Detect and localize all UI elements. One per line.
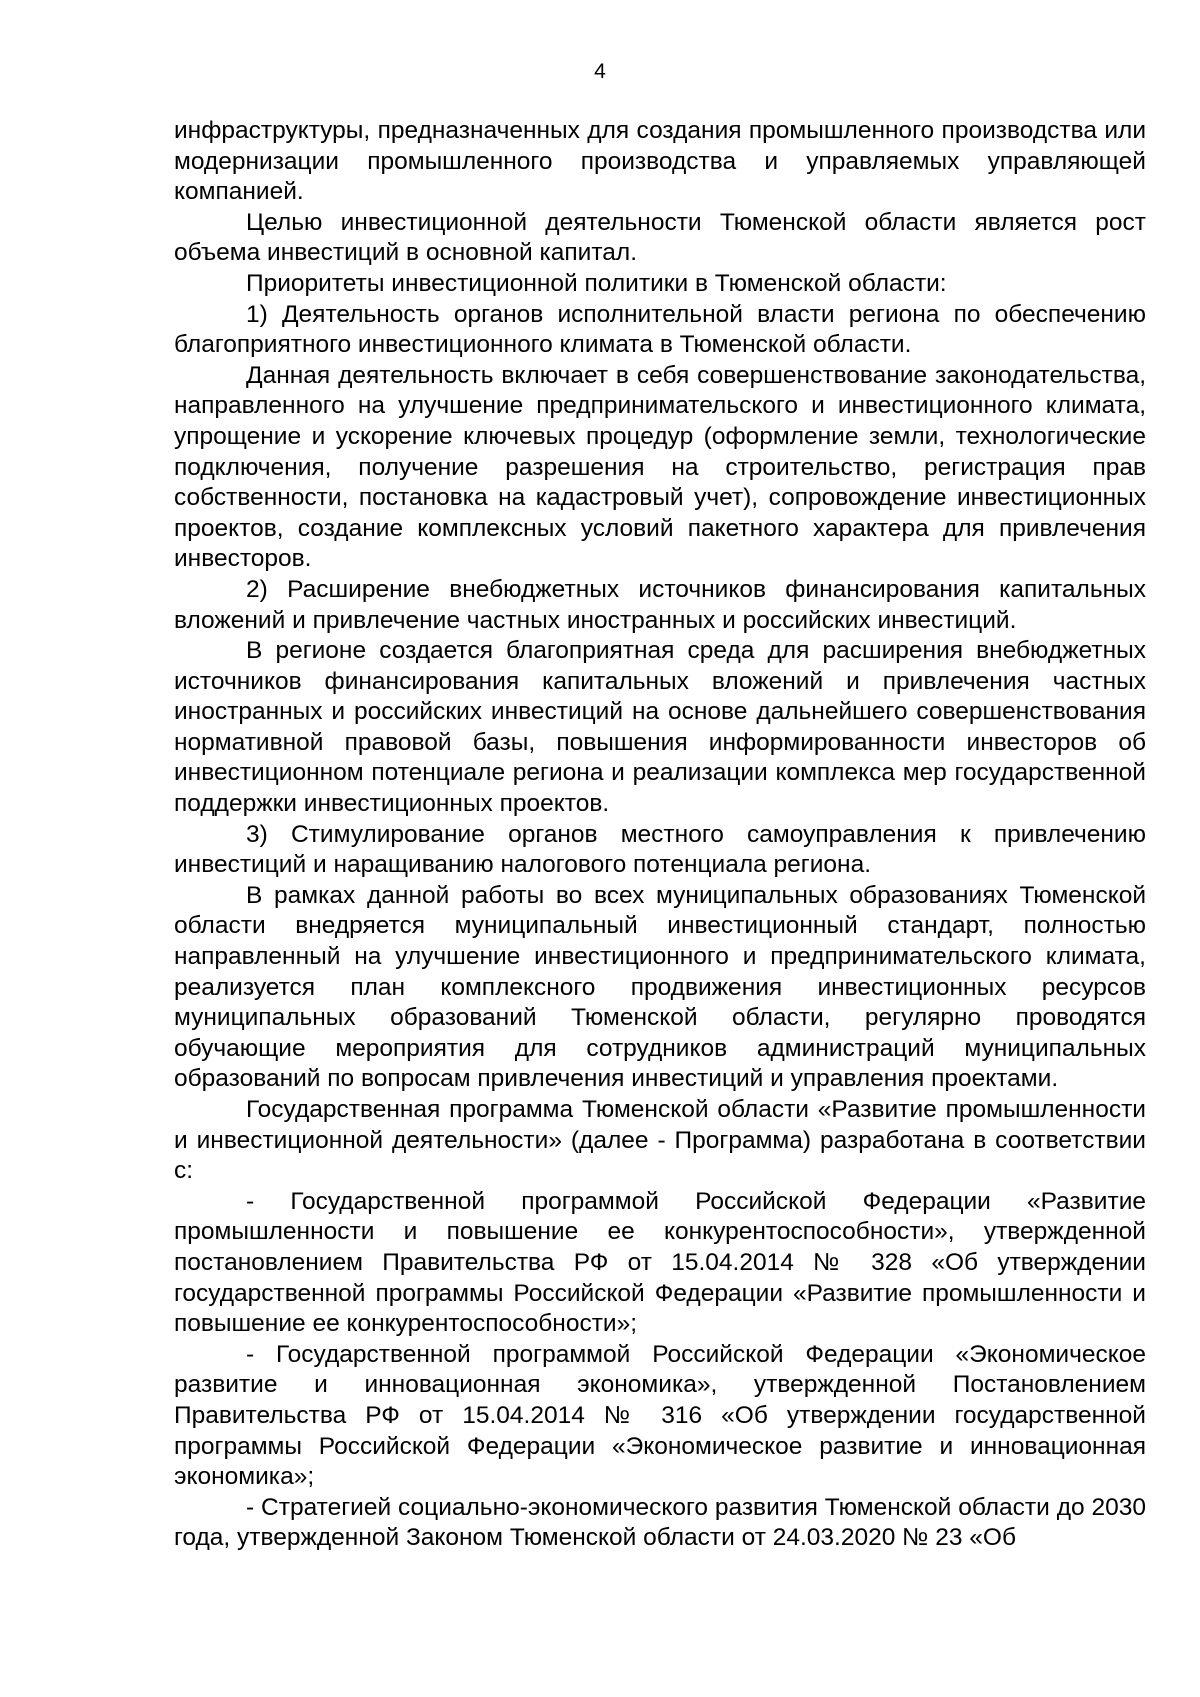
paragraph: - Государственной программой Российской Федерации «Экономическое развитие и инновационная экономика», утвержденной Постановлением Правительства РФ от 15.04.2014 № 316 «Об утверждении государственной программы Российской Федерации «Экономическое развитие и инновационная экономика»;	[174, 1340, 1146, 1491]
paragraph: Приоритеты инвестиционной политики в Тюменской области:	[246, 269, 947, 297]
page-number: 4	[594, 60, 606, 83]
paragraph: 3) Стимулирование органов местного самоуправления к привлечению инвестиций и наращиванию налогового потенциала региона.	[174, 820, 1146, 879]
paragraph: Государственная программа Тюменской области «Развитие промышленности и инвестиционной деятельности» (далее - Программа) разработана в соответствии с:	[174, 1096, 1146, 1185]
paragraph: В регионе создается благоприятная среда для расширения внебюджетных источников финансирования капитальных вложений и привлечения частных иностранных и российских инвестиций на основе дальнейшего совершенствования нормативной правовой базы, повышения информированности инвесторов об инвестиционном потенциале региона и реализации комплекса мер государственной поддержки инвестиционных проектов.	[174, 637, 1146, 818]
paragraph: 2) Расширение внебюджетных источников финансирования капитальных вложений и привлечение частных иностранных и российских инвестиций.	[174, 575, 1146, 634]
document-body	[174, 116, 1146, 1554]
paragraph: Целью инвестиционной деятельности Тюменской области является рост объема инвестиций в основной капитал.	[174, 208, 1146, 267]
paragraph: инфраструктуры, предназначенных для создания промышленного производства или модернизации промышленного производства и управляемых управляющей компанией.	[174, 117, 1146, 206]
paragraph: - Стратегией социально-экономического развития Тюменской области до 2030 года, утвержденной Законом Тюменской области от 24.03.2020 № 23 «Об	[174, 1493, 1146, 1552]
paragraph: Данная деятельность включает в себя совершенствование законодательства, направленного на улучшение предпринимательского и инвестиционного климата, упрощение и ускорение ключевых процедур (оформление земли, технологические подключения, получение разрешения на строительство, регистрация прав собственности, постановка на кадастровый учет), сопровождение инвестиционных проектов, создание комплексных условий пакетного характера для привлечения инвесторов.	[174, 361, 1146, 573]
paragraph: 1) Деятельность органов исполнительной власти региона по обеспечению благоприятного инвестиционного климата в Тюменской области.	[174, 300, 1146, 359]
paragraph: В рамках данной работы во всех муниципальных образованиях Тюменской области внедряется муниципальный инвестиционный стандарт, полностью направленный на улучшение инвестиционного и предпринимательского климата, реализуется план комплексного продвижения инвестиционных ресурсов муниципальных образований Тюменской области, регулярно проводятся обучающие мероприятия для сотрудников администраций муниципальных образований по вопросам привлечения инвестиций и управления проектами.	[174, 881, 1146, 1093]
paragraph: - Государственной программой Российской Федерации «Развитие промышленности и повышение ее конкурентоспособности», утвержденной постановлением Правительства РФ от 15.04.2014 № 328 «Об утверждении государственной программы Российской Федерации «Развитие промышленности и повышение ее конкурентоспособности»;	[174, 1187, 1146, 1338]
